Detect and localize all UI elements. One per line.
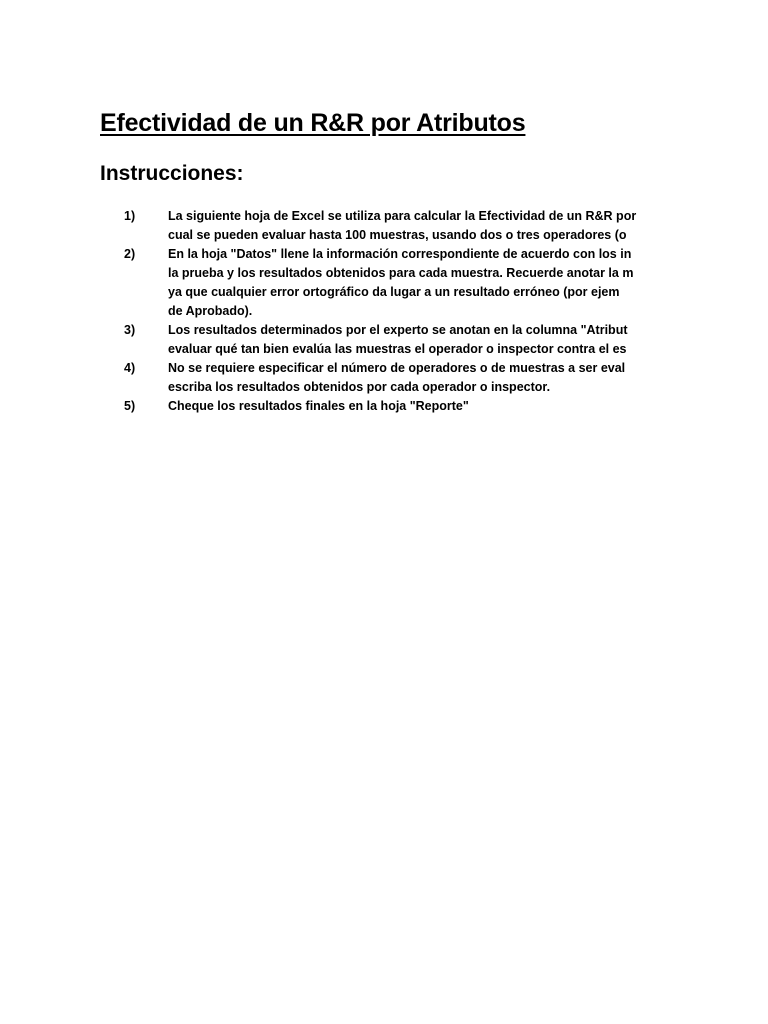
instruction-number: 1) — [124, 209, 136, 223]
instruction-item-2 — [0, 245, 768, 321]
instructions-heading: Instrucciones: — [100, 162, 244, 185]
instruction-text-line: ya que cualquier error ortográfico da lugar a un resultado erróneo (por ejem — [168, 285, 620, 299]
instruction-text-line: escriba los resultados obtenidos por cada operador o inspector. — [168, 380, 551, 394]
instruction-text-line: En la hoja "Datos" llene la información correspondiente de acuerdo con los in — [168, 247, 632, 261]
document-title: Efectividad de un R&R por Atributos — [100, 109, 526, 137]
instruction-item-1 — [0, 207, 768, 245]
instruction-text-line: Cheque los resultados finales en la hoja "Reporte" — [168, 399, 469, 413]
instruction-text-line: cual se pueden evaluar hasta 100 muestras, usando dos o tres operadores (o — [168, 228, 627, 242]
instructions-list — [0, 207, 768, 416]
instruction-number: 5) — [124, 399, 136, 413]
instruction-number: 2) — [124, 247, 136, 261]
instruction-number: 4) — [124, 361, 136, 375]
instruction-text-line: No se requiere especificar el número de operadores o de muestras a ser eval — [168, 361, 626, 375]
instruction-text-line: de Aprobado). — [168, 304, 253, 318]
instruction-item-5 — [0, 397, 768, 416]
instruction-text-line: Los resultados determinados por el experto se anotan en la columna "Atribut — [168, 323, 628, 337]
instruction-text-line: La siguiente hoja de Excel se utiliza para calcular la Efectividad de un R&R por — [168, 209, 637, 223]
instruction-text-line: la prueba y los resultados obtenidos para cada muestra. Recuerde anotar la m — [168, 266, 634, 280]
instruction-number: 3) — [124, 323, 136, 337]
instruction-text-line: evaluar qué tan bien evalúa las muestras el operador o inspector contra el es — [168, 342, 627, 356]
instruction-item-4 — [0, 359, 768, 397]
instruction-item-3 — [0, 321, 768, 359]
